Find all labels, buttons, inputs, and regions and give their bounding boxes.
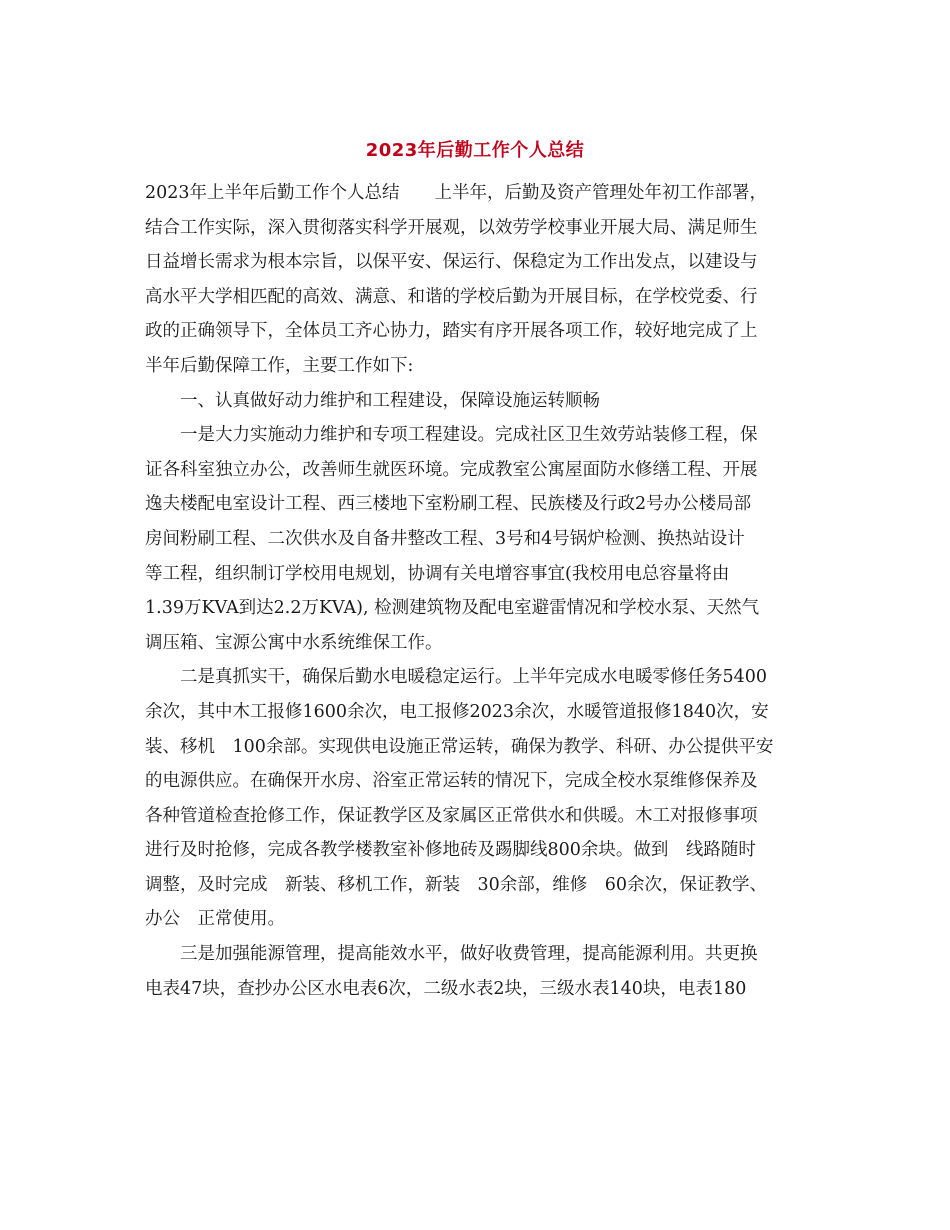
body-line: 调整，及时完成 新装、移机工作，新装 30余部，维修 60余次，保证教学、 [145,874,768,895]
body-line: 1.39万KVA到达2.2万KVA), 检测建筑物及配电室避雷情况和学校水泵、天然气 [145,598,760,619]
body-line: 余次，其中木工报修1600余次，电工报修2023余次，水暖管道报修1840次，安 [145,701,769,722]
body-line: 办公 正常使用。 [145,909,285,930]
document-body [145,176,805,1006]
body-line: 政的正确领导下，全体员工齐心协力，踏实有序开展各项工作，较好地完成了上 [145,321,758,342]
body-line: 二是真抓实干，确保后勤水电暖稳定运行。上半年完成水电暖零修任务5400 [145,667,768,688]
body-line: 房间粉刷工程、二次供水及自备井整改工程、3号和4号锅炉检测、换热站设计 [145,528,745,549]
body-line: 2023年上半年后勤工作个人总结 上半年，后勤及资产管理处年初工作部署， [145,183,768,203]
body-line: 一是大力实施动力维护和专项工程建设。完成社区卫生效劳站装修工程，保 [145,425,758,446]
body-line: 高水平大学相匹配的高效、满意、和谐的学校后勤为开展目标，在学校党委、行 [145,286,758,307]
document-title: 2023年后勤工作个人总结 [365,140,585,161]
body-line: 证各科室独立办公，改善师生就医环境。完成教室公寓屋面防水修缮工程、开展 [145,459,758,480]
body-line: 日益增长需求为根本宗旨，以保平安、保运行、保稳定为工作出发点，以建设与 [145,252,758,273]
body-line: 逸夫楼配电室设计工程、西三楼地下室粉刷工程、民族楼及行政2号办公楼局部 [145,494,752,515]
body-line: 等工程，组织制订学校用电规划，协调有关电增容事宜(我校用电总容量将由 [145,563,730,584]
body-line: 三是加强能源管理，提高能效水平，做好收费管理，提高能源利用。共更换 [145,944,758,965]
body-line: 进行及时抢修，完成各教学楼教室补修地砖及踢脚线800余块。做到 线路随时 [145,840,756,861]
body-line: 电表47块，查抄办公区水电表6次，二级水表2块，三级水表140块，电表180 [145,978,747,999]
body-line: 装、移机 100余部。实现供电设施正常运转，确保为教学、科研、办公提供平安 [145,736,774,757]
body-line: 各种管道检查抢修工作，保证教学区及家属区正常供水和供暖。木工对报修事项 [145,805,758,826]
body-line: 结合工作实际，深入贯彻落实科学开展观，以效劳学校事业开展大局、满足师生 [145,217,758,238]
body-line: 调压箱、宝源公寓中水系统维保工作。 [145,632,443,653]
section-heading: 一、认真做好动力维护和工程建设，保障设施运转顺畅 [145,390,600,411]
body-line: 的电源供应。在确保开水房、浴室正常运转的情况下，完成全校水泵维修保养及 [145,771,758,792]
body-line: 半年后勤保障工作，主要工作如下: [145,355,414,376]
